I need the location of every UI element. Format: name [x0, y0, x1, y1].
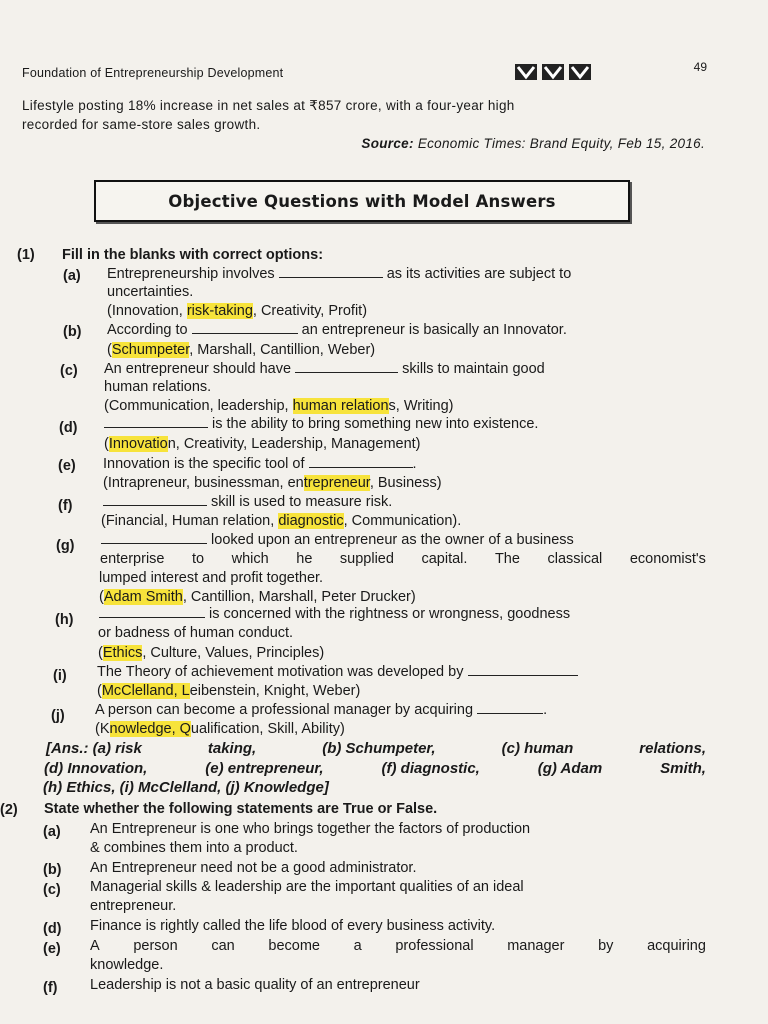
- q1-item-d-text: is the ability to bring something new into existence.: [104, 415, 538, 433]
- q2-item-b-line1: An Entrepreneur need not be a good administrator.: [90, 860, 417, 876]
- q2-item-f-label: (f): [43, 980, 58, 996]
- q1-item-c-text: An entrepreneur should have skills to maintain good: [104, 361, 545, 377]
- page-number: 49: [693, 60, 707, 74]
- question-1-number: (1): [17, 247, 35, 263]
- question-1-heading: Fill in the blanks with correct options:: [62, 247, 324, 263]
- q2-item-c-line2: entrepreneur.: [90, 898, 177, 914]
- q1-item-i-label: (i): [53, 668, 67, 684]
- q1-item-e-options: (Intrapreneur, businessman, entrepreneur, Business): [103, 475, 442, 491]
- q2-item-a-line2: & combines them into a product.: [90, 840, 298, 856]
- q2-item-a-label: (a): [43, 824, 61, 840]
- q1-item-f-text: skill is used to measure risk.: [103, 493, 392, 511]
- answer-key-line-1: [Ans.: (a) risk taking, (b) Schumpeter, (c) human relations,: [46, 740, 706, 757]
- highlighted-answer: risk-taking: [186, 303, 253, 319]
- q1-item-i-text: The Theory of achievement motivation was developed by: [97, 663, 578, 681]
- q1-item-g-text: looked upon an entrepreneur as the owner of a business: [101, 531, 574, 549]
- q2-item-d-label: (d): [43, 921, 62, 937]
- highlighted-answer: McClelland, L: [101, 683, 190, 699]
- q1-item-a-label: (a): [63, 268, 81, 284]
- intro-paragraph: [22, 96, 708, 134]
- book-title: Foundation of Entrepreneurship Development: [22, 66, 284, 80]
- q1-item-f-label: (f): [58, 498, 73, 514]
- q2-item-d-line1: Finance is rightly called the life blood of every business activity.: [90, 918, 496, 934]
- q1-item-f-options: (Financial, Human relation, diagnostic, Communication).: [101, 513, 462, 529]
- q1-item-a-line2: uncertainties.: [107, 284, 194, 300]
- q1-item-g-line3: lumped interest and profit together.: [99, 570, 324, 586]
- source-text: Economic Times: Brand Equity, Feb 15, 2016.: [417, 136, 705, 151]
- source-citation: [0, 136, 705, 151]
- running-header: [22, 62, 712, 84]
- q2-item-b-label: (b): [43, 862, 62, 878]
- q2-item-e-line1: A person can become a professional manager by acquiring: [90, 938, 706, 954]
- q2-item-c-line1: Managerial skills & leadership are the important qualities of an ideal: [90, 879, 524, 895]
- q1-item-g-line2: enterprise to which he supplied capital. The classical economist's: [100, 551, 706, 567]
- q1-item-d-options: (Innovation, Creativity, Leadership, Management): [104, 436, 421, 452]
- question-2-number: (2): [0, 802, 18, 818]
- question-2-heading: State whether the following statements are True or False.: [44, 801, 438, 817]
- q1-item-j-text: A person can become a professional manager by acquiring .: [95, 702, 548, 718]
- answer-key-line-2: (d) Innovation, (e) entrepreneur, (f) diagnostic, (g) Adam Smith,: [44, 760, 706, 777]
- intro-line-2: recorded for same-store sales growth.: [22, 117, 261, 132]
- q2-item-e-line2: knowledge.: [90, 957, 164, 973]
- q2-item-f-line1: Leadership is not a basic quality of an entrepreneur: [90, 977, 420, 993]
- q1-item-a-options: (Innovation, risk-taking, Creativity, Profit): [107, 303, 368, 319]
- q1-item-h-label: (h): [55, 612, 74, 628]
- q1-item-j-label: (j): [51, 708, 65, 724]
- source-label: Source:: [361, 136, 414, 151]
- highlighted-answer: trepreneur: [303, 475, 370, 491]
- q1-item-g-options: (Adam Smith, Cantillion, Marshall, Peter Drucker): [99, 589, 416, 605]
- q1-item-c-label: (c): [60, 363, 78, 379]
- q1-item-b-options: (Schumpeter, Marshall, Cantillion, Weber): [107, 342, 376, 358]
- q1-item-h-text: is concerned with the rightness or wrongness, goodness: [99, 605, 570, 623]
- section-title: Objective Questions with Model Answers: [94, 180, 630, 222]
- q1-item-h-options: (Ethics, Culture, Values, Principles): [98, 645, 325, 661]
- q1-item-i-options: (McClelland, Leibenstein, Knight, Weber): [97, 683, 361, 699]
- q1-item-e-text: Innovation is the specific tool of .: [103, 456, 417, 472]
- q1-item-d-label: (d): [59, 420, 78, 436]
- highlighted-answer: Schumpeter: [111, 342, 190, 358]
- highlighted-answer: Ethics: [102, 645, 143, 661]
- highlighted-answer: diagnostic: [278, 513, 344, 529]
- q1-item-c-options: (Communication, leadership, human relations, Writing): [104, 398, 454, 414]
- q1-item-b-label: (b): [63, 324, 82, 340]
- publisher-logo: [515, 62, 593, 82]
- highlighted-answer: Innovatio: [108, 436, 168, 452]
- q1-item-e-label: (e): [58, 458, 76, 474]
- highlighted-answer: nowledge, Q: [109, 721, 191, 737]
- q2-item-c-label: (c): [43, 882, 61, 898]
- intro-line-1: Lifestyle posting 18% increase in net sales at ₹857 crore, with a four-year high: [22, 98, 515, 113]
- q1-item-h-line2: or badness of human conduct.: [98, 625, 294, 641]
- q1-item-a-text: Entrepreneurship involves as its activities are subject to: [107, 266, 572, 282]
- q1-item-g-label: (g): [56, 538, 75, 554]
- q1-item-c-line2: human relations.: [104, 379, 212, 395]
- q1-item-b-text: According to an entrepreneur is basically an Innovator.: [107, 322, 567, 338]
- q2-item-a-line1: An Entrepreneur is one who brings together the factors of production: [90, 821, 531, 837]
- q2-item-e-label: (e): [43, 941, 61, 957]
- highlighted-answer: human relation: [292, 398, 389, 414]
- q1-item-j-options: (Knowledge, Qualification, Skill, Ability): [95, 721, 345, 737]
- highlighted-answer: Adam Smith: [103, 589, 183, 605]
- answer-key-line-3: (h) Ethics, (i) McClelland, (j) Knowledge]: [43, 779, 329, 796]
